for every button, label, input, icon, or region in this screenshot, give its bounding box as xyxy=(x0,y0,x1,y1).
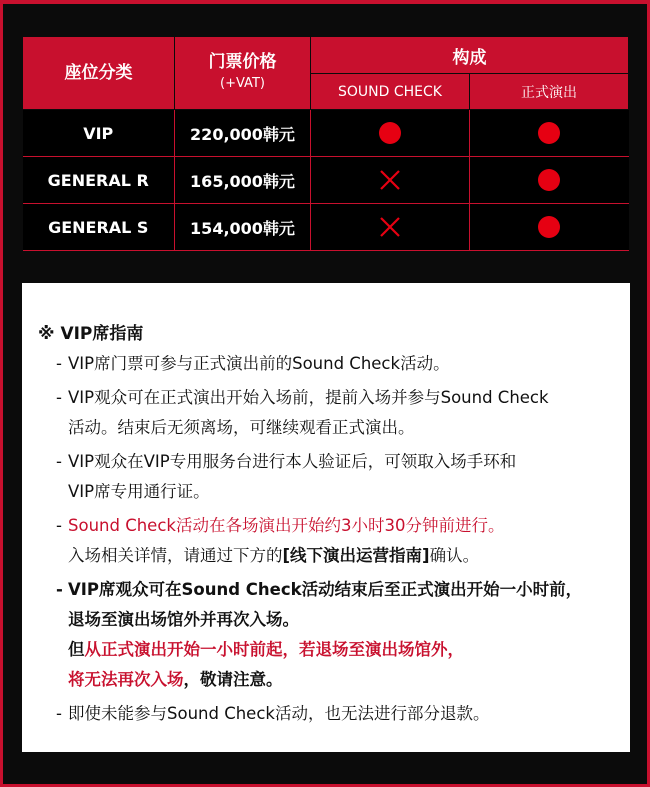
notice-line: - 即使未能参与Sound Check活动，也无法进行部分退款。 xyxy=(68,704,490,723)
ticket-price-cell: 165,000韩元 xyxy=(175,157,311,204)
ticket-price-table xyxy=(22,36,629,251)
notice-item xyxy=(56,383,616,443)
notice-item xyxy=(56,511,616,571)
notice-text: 确认。 xyxy=(429,546,480,565)
red-x-icon xyxy=(379,169,401,191)
main-show-cell xyxy=(470,157,629,204)
main-show-cell xyxy=(470,110,629,157)
notice-line: VIP席专用通行证。 xyxy=(68,482,210,501)
sound-check-cell xyxy=(311,110,470,157)
notice-list xyxy=(56,349,616,733)
notice-item xyxy=(56,349,616,379)
sound-check-cell xyxy=(311,157,470,204)
notice-warning-text: 从正式演出开始一小时前起，若退场至演出场馆外， xyxy=(84,640,464,659)
notice-warning-text: 将无法再次入场 xyxy=(68,670,184,689)
main-show-cell xyxy=(470,204,629,251)
red-dot-icon xyxy=(538,122,560,144)
notice-line-highlight: - Sound Check活动在各场演出开始约3小时30分钟前进行。 xyxy=(68,516,505,535)
notice-line xyxy=(68,541,616,571)
notice-line: - VIP席门票可参与正式演出前的Sound Check活动。 xyxy=(68,354,450,373)
notice-line xyxy=(68,665,616,695)
vip-notice-box xyxy=(22,283,630,752)
seat-category-cell: GENERAL S xyxy=(23,204,175,251)
header-seat-category: 座位分类 xyxy=(23,37,175,110)
notice-line: - VIP席观众可在Sound Check活动结束后至正式演出开始一小时前， xyxy=(68,580,583,599)
red-dot-icon xyxy=(538,216,560,238)
notice-line: 退场至演出场馆外并再次入场。 xyxy=(68,610,299,629)
header-price-vat-note: (+VAT) xyxy=(220,76,265,91)
header-price-label: 门票价格 xyxy=(208,52,277,72)
table-row xyxy=(23,157,629,204)
header-composition: 构成 xyxy=(311,37,629,74)
seat-category-cell: VIP xyxy=(23,110,175,157)
notice-item xyxy=(56,575,616,695)
notice-title: ※ VIP席指南 xyxy=(38,324,144,344)
notice-text: ，敬请注意。 xyxy=(183,670,283,689)
offline-guide-reference: [线下演出运营指南] xyxy=(282,546,430,565)
red-dot-icon xyxy=(538,169,560,191)
notice-line xyxy=(68,635,616,665)
ticket-price-cell: 220,000韩元 xyxy=(175,110,311,157)
notice-line: 活动。结束后无须离场，可继续观看正式演出。 xyxy=(68,418,415,437)
notice-text: 但 xyxy=(68,640,85,659)
notice-item xyxy=(56,699,616,729)
notice-line: - VIP观众可在正式演出开始入场前，提前入场并参与Sound Check xyxy=(68,388,549,407)
ticket-price-cell: 154,000韩元 xyxy=(175,204,311,251)
sound-check-cell xyxy=(311,204,470,251)
header-ticket-price xyxy=(175,37,311,110)
red-x-icon xyxy=(379,216,401,238)
notice-line: - VIP观众在VIP专用服务台进行本人验证后，可领取入场手环和 xyxy=(68,452,517,471)
notice-item xyxy=(56,447,616,507)
table-row xyxy=(23,110,629,157)
header-sound-check: SOUND CHECK xyxy=(311,74,470,110)
header-main-show: 正式演出 xyxy=(470,74,629,110)
notice-text: 入场相关详情，请通过下方的 xyxy=(68,546,283,565)
red-dot-icon xyxy=(379,122,401,144)
seat-category-cell: GENERAL R xyxy=(23,157,175,204)
table-row xyxy=(23,204,629,251)
